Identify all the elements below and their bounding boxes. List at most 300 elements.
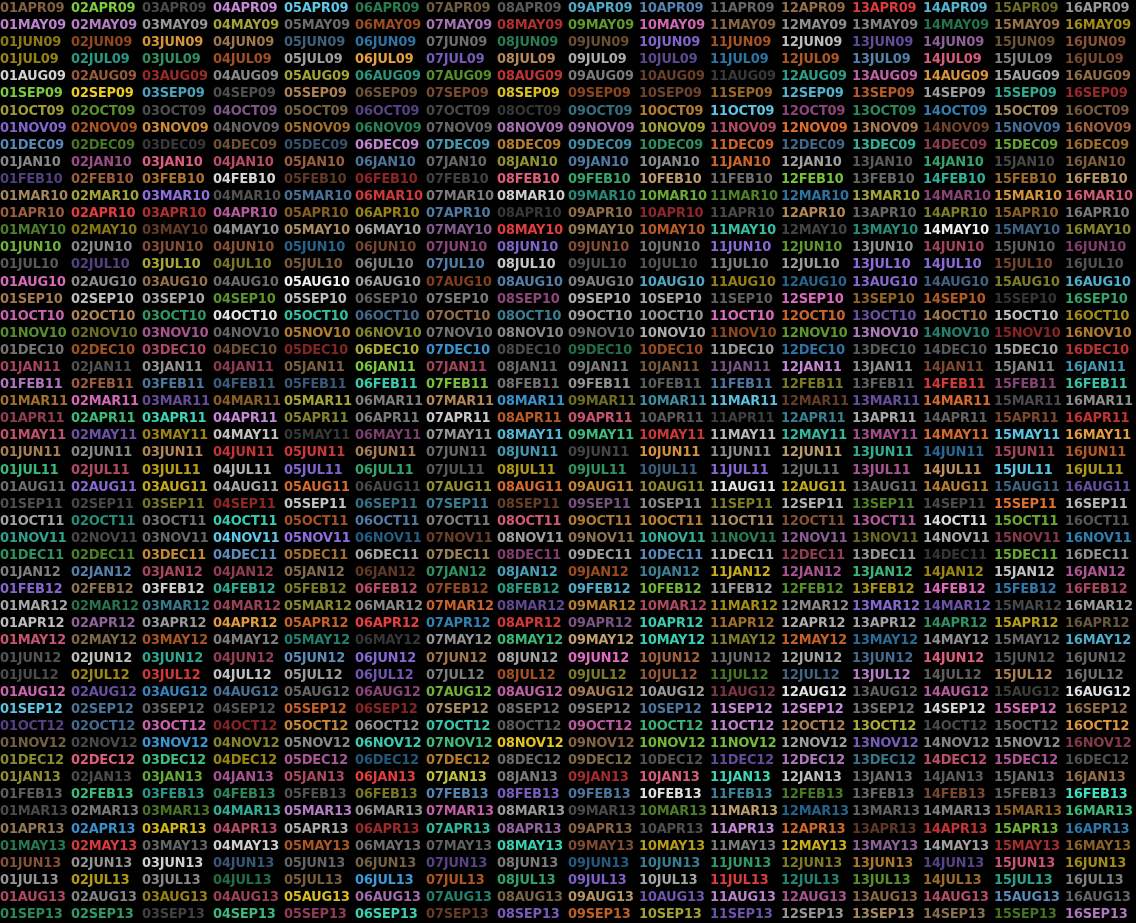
- date-label: 16SEP10: [1065, 291, 1128, 307]
- date-label: 09JUN13: [568, 855, 630, 871]
- date-label: 14SEP09: [923, 86, 986, 102]
- date-label: 08MAY13: [497, 838, 563, 854]
- date-label: 05MAY11: [284, 428, 350, 444]
- date-label: 09MAY09: [568, 18, 634, 34]
- date-label: 01SEP09: [0, 86, 63, 102]
- date-label: 15JUL12: [994, 667, 1053, 683]
- date-label: 11SEP12: [710, 701, 773, 717]
- date-label: 04AUG09: [213, 69, 279, 85]
- date-label: 16MAR11: [1065, 394, 1133, 410]
- date-label: 16JUL11: [1065, 462, 1124, 478]
- date-label: 05JUL09: [284, 52, 343, 68]
- date-label: 16OCT12: [1065, 718, 1130, 734]
- date-label: 09MAY10: [568, 223, 634, 239]
- date-label: 02AUG11: [71, 479, 137, 495]
- date-label: 06MAY11: [355, 428, 421, 444]
- date-label: 16OCT11: [1065, 513, 1130, 529]
- date-label: 13JUL11: [852, 462, 911, 478]
- date-label: 06MAY13: [355, 838, 421, 854]
- date-label: 16FEB13: [1065, 787, 1128, 803]
- date-label: 14SEP13: [923, 906, 986, 922]
- date-label: 06DEC12: [355, 753, 419, 769]
- date-label: 15NOV09: [994, 120, 1061, 136]
- date-label: 01OCT09: [0, 103, 65, 119]
- date-label: 07JUN13: [426, 855, 488, 871]
- date-label: 01JUL09: [0, 52, 59, 68]
- date-label: 09OCT09: [568, 103, 633, 119]
- date-label: 01MAY13: [0, 838, 66, 854]
- date-label: 14JUL10: [923, 257, 982, 273]
- date-label: 12AUG13: [781, 889, 847, 905]
- date-label: 05JUL12: [284, 667, 343, 683]
- date-row: [0, 68, 1136, 85]
- date-label: 05APR10: [284, 206, 349, 222]
- date-label: 04FEB10: [213, 171, 276, 187]
- date-label: 16OCT09: [1065, 103, 1130, 119]
- date-label: 06MAY10: [355, 223, 421, 239]
- date-label: 02JAN11: [71, 359, 132, 375]
- date-label: 11DEC10: [710, 342, 774, 358]
- date-label: 14AUG09: [923, 69, 989, 85]
- date-row: [0, 650, 1136, 667]
- date-label: 14SEP12: [923, 701, 986, 717]
- date-label: 12FEB10: [781, 171, 844, 187]
- date-label: 06NOV11: [355, 530, 422, 546]
- date-label: 15MAR13: [994, 804, 1062, 820]
- date-label: 03NOV10: [142, 325, 209, 341]
- date-label: 16MAY09: [1065, 18, 1131, 34]
- date-label: 12JAN11: [781, 359, 842, 375]
- date-label: 10MAY12: [639, 633, 705, 649]
- date-label: 05AUG10: [284, 274, 350, 290]
- date-label: 14MAR13: [923, 804, 991, 820]
- date-label: 04MAR13: [213, 804, 281, 820]
- date-label: 01FEB10: [0, 171, 63, 187]
- date-label: 01AUG10: [0, 274, 66, 290]
- date-label: 13MAY13: [852, 838, 918, 854]
- date-label: 09OCT12: [568, 718, 633, 734]
- date-label: 14APR12: [923, 616, 988, 632]
- date-label: 14DEC09: [923, 137, 987, 153]
- date-label: 07AUG12: [426, 684, 492, 700]
- date-row: [0, 838, 1136, 855]
- date-label: 13APR13: [852, 821, 917, 837]
- date-label: 04APR10: [213, 206, 278, 222]
- date-label: 12APR13: [781, 821, 846, 837]
- date-label: 09AUG11: [568, 479, 634, 495]
- date-label: 15JAN12: [994, 565, 1055, 581]
- date-label: 11JUN12: [710, 650, 772, 666]
- date-label: 13DEC11: [852, 548, 916, 563]
- date-label: 16OCT10: [1065, 308, 1130, 324]
- date-label: 01JUL12: [0, 667, 59, 683]
- date-row: [0, 701, 1136, 718]
- date-label: 09JUN11: [568, 445, 630, 461]
- date-label: 13JAN13: [852, 770, 913, 786]
- date-label: 06JAN12: [355, 565, 416, 581]
- date-label: 05FEB12: [284, 582, 347, 598]
- date-label: 11MAR13: [710, 804, 778, 820]
- date-label: 13AUG12: [852, 684, 918, 700]
- date-label: 04SEP13: [213, 906, 276, 922]
- date-label: 12AUG09: [781, 69, 847, 85]
- date-label: 05MAR13: [284, 804, 352, 820]
- date-label: 11MAY10: [710, 223, 776, 239]
- date-label: 12MAY10: [781, 223, 847, 239]
- date-row: [0, 17, 1136, 34]
- date-label: 05JAN12: [284, 565, 345, 581]
- date-label: 02AUG10: [71, 274, 137, 290]
- date-label: 06MAY12: [355, 633, 421, 649]
- date-label: 06SEP12: [355, 701, 418, 717]
- date-label: 09JUN10: [568, 240, 630, 256]
- date-label: 08DEC09: [497, 137, 561, 153]
- date-label: 12NOV09: [781, 120, 848, 136]
- date-label: 08JAN10: [497, 154, 558, 170]
- date-label: 03JUL11: [142, 462, 201, 478]
- date-label: 11MAY11: [710, 428, 776, 444]
- date-label: 16JUL09: [1065, 52, 1124, 68]
- date-label: 09JUN09: [568, 35, 630, 51]
- date-label: 13AUG13: [852, 889, 918, 905]
- date-label: 12DEC11: [781, 548, 845, 563]
- date-label: 07OCT12: [426, 718, 491, 734]
- date-label: 11MAY09: [710, 18, 776, 34]
- date-label: 07OCT11: [426, 513, 491, 529]
- date-label: 13SEP09: [852, 86, 915, 102]
- date-row: [0, 581, 1136, 598]
- date-label: 09JUL09: [568, 52, 627, 68]
- date-label: 12APR10: [781, 206, 846, 222]
- date-label: 09FEB11: [568, 377, 631, 393]
- date-label: 02MAY09: [71, 18, 137, 34]
- date-row: [0, 51, 1136, 68]
- date-row: [0, 171, 1136, 188]
- date-label: 03JUL12: [142, 667, 201, 683]
- date-label: 13AUG09: [852, 69, 918, 85]
- date-label: 16MAY10: [1065, 223, 1131, 239]
- date-label: 05FEB10: [284, 171, 347, 187]
- date-label: 07MAR10: [426, 189, 494, 205]
- date-label: 02APR09: [71, 1, 136, 16]
- date-label: 13DEC10: [852, 342, 916, 358]
- date-label: 10OCT11: [639, 513, 704, 529]
- date-label: 04DEC10: [213, 342, 277, 358]
- date-label: 16AUG10: [1065, 274, 1131, 290]
- date-label: 11AUG13: [710, 889, 776, 905]
- date-label: 05SEP09: [284, 86, 347, 102]
- date-row: [0, 564, 1136, 581]
- date-label: 08MAR13: [497, 804, 565, 820]
- date-label: 03APR12: [142, 616, 207, 632]
- date-label: 06MAR11: [355, 394, 423, 410]
- date-label: 14JUN09: [923, 35, 985, 51]
- date-label: 04APR13: [213, 821, 278, 837]
- date-label: 02DEC11: [71, 548, 135, 563]
- date-label: 09JAN12: [568, 565, 629, 581]
- date-label: 14NOV12: [923, 736, 990, 752]
- date-label: 05NOV10: [284, 325, 351, 341]
- date-label: 10AUG11: [639, 479, 705, 495]
- date-label: 04MAY09: [213, 18, 279, 34]
- date-label: 05NOV09: [284, 120, 351, 136]
- date-label: 01AUG13: [0, 889, 66, 905]
- date-label: 16FEB10: [1065, 171, 1128, 187]
- date-label: 16APR09: [1065, 1, 1130, 16]
- date-label: 12MAY09: [781, 18, 847, 34]
- date-label: 01MAR11: [0, 394, 68, 410]
- date-label: 12AUG11: [781, 479, 847, 495]
- date-label: 10APR09: [639, 1, 704, 16]
- date-label: 12AUG12: [781, 684, 847, 700]
- date-label: 15OCT10: [994, 308, 1059, 324]
- date-label: 05JUN13: [284, 855, 346, 871]
- date-label: 10APR12: [639, 616, 704, 632]
- date-label: 15NOV11: [994, 530, 1061, 546]
- date-label: 01JUL13: [0, 872, 59, 888]
- date-label: 02SEP09: [71, 86, 134, 102]
- date-label: 09APR11: [568, 411, 633, 427]
- date-label: 04MAR10: [213, 189, 281, 205]
- date-label: 12JUN11: [781, 445, 843, 461]
- date-row: [0, 718, 1136, 735]
- date-label: 09AUG09: [568, 69, 634, 85]
- date-label: 10JAN13: [639, 770, 700, 786]
- date-label: 12DEC12: [781, 753, 845, 769]
- date-row: [0, 188, 1136, 205]
- date-label: 04FEB13: [213, 787, 276, 803]
- date-label: 13JUN10: [852, 240, 914, 256]
- date-label: 04APR11: [213, 411, 278, 427]
- date-label: 14JUL09: [923, 52, 982, 68]
- date-label: 10FEB13: [639, 787, 702, 803]
- date-label: 16SEP11: [1065, 496, 1128, 512]
- date-label: 16JUL12: [1065, 667, 1124, 683]
- date-label: 15DEC12: [994, 753, 1058, 769]
- date-label: 13JUN11: [852, 445, 914, 461]
- date-label: 06AUG11: [355, 479, 421, 495]
- date-label: 08APR12: [497, 616, 562, 632]
- date-label: 08AUG11: [497, 479, 563, 495]
- date-label: 08JAN13: [497, 770, 558, 786]
- date-label: 09APR09: [568, 1, 633, 16]
- date-label: 16NOV11: [1065, 530, 1132, 546]
- date-label: 08AUG09: [497, 69, 563, 85]
- date-label: 12OCT10: [781, 308, 846, 324]
- date-label: 06OCT10: [355, 308, 420, 324]
- date-label: 09AUG12: [568, 684, 634, 700]
- date-label: 12NOV11: [781, 530, 848, 546]
- date-label: 16MAY13: [1065, 838, 1131, 854]
- date-label: 10JUL10: [639, 257, 698, 273]
- date-label: 04DEC11: [213, 548, 277, 563]
- date-label: 08MAY09: [497, 18, 563, 34]
- date-label: 02SEP10: [71, 291, 134, 307]
- date-label: 04MAR11: [213, 394, 281, 410]
- date-label: 07APR13: [426, 821, 491, 837]
- date-label: 12AUG10: [781, 274, 847, 290]
- date-label: 02APR11: [71, 411, 136, 427]
- date-label: 14JUN13: [923, 855, 985, 871]
- date-label: 11APR11: [710, 411, 775, 427]
- date-label: 14JAN11: [923, 359, 984, 375]
- date-label: 07AUG10: [426, 274, 492, 290]
- date-label: 10JUL11: [639, 462, 698, 478]
- date-label: 08JUL10: [497, 257, 556, 273]
- date-label: 13JUN13: [852, 855, 914, 871]
- date-label: 05SEP10: [284, 291, 347, 307]
- date-label: 12MAR10: [781, 189, 849, 205]
- date-label: 03FEB13: [142, 787, 205, 803]
- date-label: 08JUL13: [497, 872, 556, 888]
- date-label: 06MAR12: [355, 599, 423, 615]
- date-label: 06JAN10: [355, 154, 416, 170]
- date-label: 16SEP12: [1065, 701, 1128, 717]
- date-label: 13JUL13: [852, 872, 911, 888]
- date-label: 05JAN13: [284, 770, 345, 786]
- date-label: 02JUN11: [71, 445, 133, 461]
- date-label: 11DEC11: [710, 548, 774, 563]
- date-label: 08OCT11: [497, 513, 562, 529]
- date-label: 05AUG13: [284, 889, 350, 905]
- date-label: 13AUG10: [852, 274, 918, 290]
- date-label: 09SEP11: [568, 496, 631, 512]
- date-label: 03AUG10: [142, 274, 208, 290]
- date-label: 03NOV12: [142, 736, 209, 752]
- date-label: 02JAN12: [71, 565, 132, 581]
- date-label: 07APR10: [426, 206, 491, 222]
- date-label: 13FEB13: [852, 787, 915, 803]
- date-label: 02JUN10: [71, 240, 133, 256]
- date-label: 13SEP13: [852, 906, 915, 922]
- date-label: 05MAY12: [284, 633, 350, 649]
- date-label: 08SEP10: [497, 291, 560, 307]
- date-label: 08APR10: [497, 206, 562, 222]
- date-label: 01OCT10: [0, 308, 65, 324]
- date-row: [0, 855, 1136, 872]
- date-label: 10NOV11: [639, 530, 706, 546]
- date-label: 05JUN09: [284, 35, 346, 51]
- date-label: 01MAY10: [0, 223, 66, 239]
- date-label: 04MAY13: [213, 838, 279, 854]
- date-label: 11DEC09: [710, 137, 774, 153]
- date-label: 04MAY11: [213, 428, 279, 444]
- date-label: 04APR09: [213, 1, 278, 16]
- date-label: 10FEB11: [639, 377, 702, 393]
- date-label: 10JUN10: [639, 240, 701, 256]
- date-label: 14MAY12: [923, 633, 989, 649]
- date-label: 01MAY11: [0, 428, 66, 444]
- date-label: 10MAY10: [639, 223, 705, 239]
- date-row: [0, 462, 1136, 479]
- date-label: 03JUL10: [142, 257, 201, 273]
- date-label: 12OCT12: [781, 718, 846, 734]
- date-label: 02JUN12: [71, 650, 133, 666]
- date-label: 04JUN11: [213, 445, 275, 461]
- date-label: 10OCT12: [639, 718, 704, 734]
- date-label: 03FEB10: [142, 171, 205, 187]
- date-label: 05OCT11: [284, 513, 349, 529]
- date-label: 15FEB13: [994, 787, 1057, 803]
- date-row: [0, 274, 1136, 291]
- date-label: 04OCT09: [213, 103, 278, 119]
- date-label: 05MAR11: [284, 394, 352, 410]
- date-label: 01SEP11: [0, 496, 63, 512]
- date-label: 04MAY12: [213, 633, 279, 649]
- date-label: 14AUG11: [923, 479, 989, 495]
- date-label: 05NOV11: [284, 530, 351, 546]
- date-label: 12SEP09: [781, 86, 844, 102]
- date-row: [0, 889, 1136, 906]
- date-label: 16AUG09: [1065, 69, 1131, 85]
- date-label: 08FEB11: [497, 377, 560, 393]
- date-label: 12SEP11: [781, 496, 844, 512]
- date-label: 15NOV10: [994, 325, 1061, 341]
- date-label: 08APR13: [497, 821, 562, 837]
- date-label: 08AUG13: [497, 889, 563, 905]
- date-label: 12MAR13: [781, 804, 849, 820]
- date-label: 09NOV10: [568, 325, 635, 341]
- date-label: 10APR13: [639, 821, 704, 837]
- date-label: 07APR12: [426, 616, 491, 632]
- date-label: 15MAY13: [994, 838, 1060, 854]
- date-label: 08FEB12: [497, 582, 560, 598]
- date-label: 09AUG13: [568, 889, 634, 905]
- date-label: 08JUN11: [497, 445, 559, 461]
- date-label: 06OCT11: [355, 513, 420, 529]
- date-label: 10AUG12: [639, 684, 705, 700]
- date-label: 11MAY12: [710, 633, 776, 649]
- date-label: 13APR09: [852, 1, 917, 16]
- date-label: 15JAN13: [994, 770, 1055, 786]
- date-label: 05MAY09: [284, 18, 350, 34]
- date-label: 15APR13: [994, 821, 1059, 837]
- date-label: 07SEP10: [426, 291, 489, 307]
- date-row: [0, 803, 1136, 820]
- date-label: 15DEC09: [994, 137, 1058, 153]
- date-label: 06SEP13: [355, 906, 418, 922]
- date-label: 07JUL09: [426, 52, 485, 68]
- date-label: 06JUN13: [355, 855, 417, 871]
- date-label: 08AUG12: [497, 684, 563, 700]
- date-label: 15OCT12: [994, 718, 1059, 734]
- date-label: 03APR11: [142, 411, 207, 427]
- date-label: 05JUL11: [284, 462, 343, 478]
- date-label: 05NOV12: [284, 736, 351, 752]
- date-label: 02JUL10: [71, 257, 130, 273]
- date-label: 13NOV10: [852, 325, 919, 341]
- date-label: 03MAR11: [142, 394, 210, 410]
- date-label: 07MAY10: [426, 223, 492, 239]
- date-label: 01DEC10: [0, 342, 64, 358]
- date-label: 13FEB12: [852, 582, 915, 598]
- date-label: 01JUL10: [0, 257, 59, 273]
- date-label: 14JAN10: [923, 154, 984, 170]
- date-label: 02JUN13: [71, 855, 133, 871]
- date-label: 07JUL10: [426, 257, 485, 273]
- date-label: 16FEB12: [1065, 582, 1128, 598]
- date-label: 15MAR10: [994, 189, 1062, 205]
- date-label: 06JUL11: [355, 462, 414, 478]
- date-label: 02AUG09: [71, 69, 137, 85]
- date-label: 07SEP11: [426, 496, 489, 512]
- date-label: 04SEP12: [213, 701, 276, 717]
- date-label: 07DEC11: [426, 548, 490, 563]
- date-label: 02APR13: [71, 821, 136, 837]
- date-label: 15SEP09: [994, 86, 1057, 102]
- date-label: 09NOV09: [568, 120, 635, 136]
- date-label: 06JUN11: [355, 445, 417, 461]
